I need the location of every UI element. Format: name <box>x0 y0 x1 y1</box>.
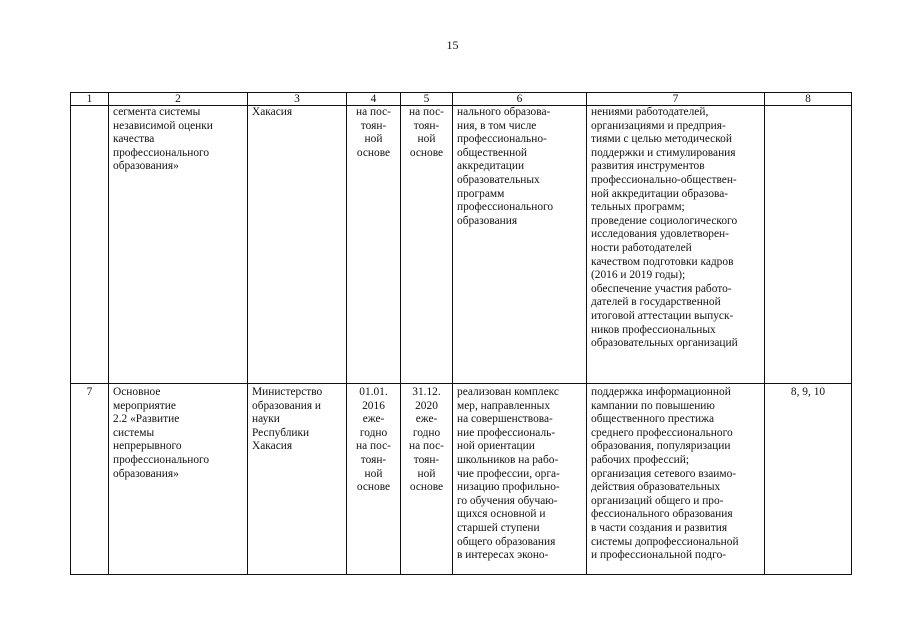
main-directions-cell <box>587 106 765 384</box>
expected-result-cell <box>453 384 587 575</box>
cell-text-line: на совершенствова- <box>457 413 553 426</box>
start-date-cell <box>347 384 401 575</box>
cell-text-line: развития инструментов <box>591 160 705 173</box>
expected-result-cell <box>453 106 587 384</box>
cell-text-line: науки <box>252 413 280 426</box>
cell-text-line: школьников на рабо- <box>457 453 559 466</box>
cell-text-line: нального образова- <box>457 106 551 118</box>
indicator-link-cell <box>765 106 852 384</box>
cell-text-line: на пос- <box>409 440 444 453</box>
cell-text-line: общественного престижа <box>591 413 715 426</box>
cell-text-line: итоговой аттестации выпуск- <box>591 309 734 322</box>
cell-text-line: системы допрофессиональной <box>591 535 739 548</box>
cell-text-line: поддержки и стимулирования <box>591 146 736 159</box>
cell-text-line: 2020 <box>415 399 438 412</box>
cell-text-line: образования» <box>113 160 179 173</box>
cell-text-line: Республики <box>252 426 310 439</box>
col-header-2: 2 <box>109 93 248 106</box>
cell-text-line: организация сетевого взаимо- <box>591 467 737 480</box>
cell-text-line: ности работодателей <box>591 241 692 254</box>
cell-text-line: общего образования <box>457 535 556 548</box>
cell-text-line: основе <box>409 481 444 494</box>
cell-text-line: 31.12. <box>412 386 441 398</box>
cell-text-line: ной <box>417 133 436 146</box>
cell-text-line: тоян- <box>360 119 387 132</box>
end-date-cell <box>401 106 453 384</box>
cell-text-line: непрерывного <box>113 440 182 453</box>
cell-text-line: профессионального <box>457 201 554 214</box>
cell-text-line: на пос- <box>356 440 391 453</box>
cell-text-line: профессионально- <box>457 133 547 146</box>
row-number-cell <box>71 106 109 384</box>
cell-text-line: сегмента системы <box>113 106 201 118</box>
cell-text-line: ников профессиональных <box>591 323 716 336</box>
cell-text-line: в интересах эконо- <box>457 549 549 562</box>
cell-text-line: основе <box>356 146 391 159</box>
cell-text-line: тельных программ; <box>591 201 685 214</box>
cell-text-line: нениями работодателей, <box>591 106 709 118</box>
cell-text-line: 01.01. <box>359 386 388 398</box>
table-row <box>71 384 852 575</box>
col-header-5: 5 <box>401 93 453 106</box>
executor-cell <box>248 106 347 384</box>
cell-text-line: среднего профессионального <box>591 426 733 439</box>
cell-text-line: на пос- <box>409 106 444 118</box>
cell-text-line: старшей ступени <box>457 521 540 534</box>
col-header-1: 1 <box>71 93 109 106</box>
cell-text-line: Министерство <box>252 386 323 398</box>
cell-text-line: мер, направленных <box>457 399 551 412</box>
cell-text-line: 8, 9, 10 <box>790 386 826 398</box>
cell-text-line: ной <box>364 467 383 480</box>
cell-text-line: качества <box>113 133 155 146</box>
cell-text-line: низацию профильно- <box>457 481 560 494</box>
cell-text-line: фессионального образования <box>591 508 733 521</box>
table-row <box>71 106 852 384</box>
start-date-cell <box>347 106 401 384</box>
cell-text-line: реализован комплекс <box>457 386 559 398</box>
page-number: 15 <box>446 38 459 52</box>
cell-text-line: 2.2 «Развитие <box>113 413 180 426</box>
cell-text-line: в части создания и развития <box>591 521 728 534</box>
cell-text-line: системы <box>113 426 155 439</box>
col-header-7: 7 <box>587 93 765 106</box>
cell-text-line: профессионального <box>113 453 210 466</box>
row-number-cell: 7 <box>71 384 109 575</box>
cell-text-line: еже- <box>415 413 438 426</box>
main-directions-cell <box>587 384 765 575</box>
col-header-4: 4 <box>347 93 401 106</box>
cell-text-line: еже- <box>362 413 385 426</box>
cell-text-line: тоян- <box>413 119 440 132</box>
header-row <box>71 93 852 106</box>
cell-text-line: поддержка информационной <box>591 386 731 398</box>
cell-text-line: ной ориентации <box>457 440 535 453</box>
cell-text-line: аккредитации <box>457 160 525 173</box>
program-table <box>70 92 852 575</box>
cell-text-line: образования <box>457 214 518 227</box>
cell-text-line: качеством подготовки кадров <box>591 255 734 268</box>
cell-text-line: образования и <box>252 399 322 412</box>
cell-text-line: дателей в государственной <box>591 296 721 309</box>
executor-cell <box>248 384 347 575</box>
end-date-cell <box>401 384 453 575</box>
cell-text-line: на пос- <box>356 106 391 118</box>
activity-name-cell <box>109 384 248 575</box>
cell-text-line: ние профессиональ- <box>457 426 556 439</box>
cell-text-line: организаций общего и про- <box>591 494 724 507</box>
cell-text-line: (2016 и 2019 годы); <box>591 269 686 282</box>
col-header-8: 8 <box>765 93 852 106</box>
cell-text-line: рабочих профессий; <box>591 453 689 466</box>
cell-text-line: обеспечение участия работо- <box>591 282 732 295</box>
cell-text-line: годно <box>359 426 388 439</box>
cell-text-line: 2016 <box>362 399 385 412</box>
cell-text-line: ной аккредитации образова- <box>591 187 729 200</box>
cell-text-line: тиями с целью методической <box>591 133 732 146</box>
cell-text-line: ной <box>417 467 436 480</box>
cell-text-line: образования» <box>113 467 179 480</box>
cell-text-line: Хакасия <box>252 440 293 453</box>
cell-text-line: основе <box>409 146 444 159</box>
cell-text-line: тоян- <box>360 453 387 466</box>
indicator-link-cell <box>765 384 852 575</box>
cell-text-line: ния, в том числе <box>457 119 537 132</box>
cell-text-line: независимой оценки <box>113 119 213 132</box>
cell-text-line: мероприятие <box>113 399 176 412</box>
cell-text-line: организациями и предприя- <box>591 119 726 132</box>
cell-text-line: профессионального <box>113 146 210 159</box>
cell-text-line: годно <box>412 426 441 439</box>
cell-text-line: Хакасия <box>252 106 293 118</box>
cell-text-line: профессионально-обществен- <box>591 173 737 186</box>
activity-name-cell <box>109 106 248 384</box>
cell-text-line: образования, популяризации <box>591 440 731 453</box>
col-header-3: 3 <box>248 93 347 106</box>
cell-text-line: действия образовательных <box>591 481 721 494</box>
cell-text-line: образовательных организаций <box>591 337 738 350</box>
col-header-6: 6 <box>453 93 587 106</box>
cell-text-line: Основное <box>113 386 161 398</box>
cell-text-line: тоян- <box>413 453 440 466</box>
cell-text-line: щихся основной и <box>457 508 546 521</box>
cell-text-line: общественной <box>457 146 527 159</box>
cell-text-line: программ <box>457 187 505 200</box>
cell-text-line: образовательных <box>457 173 540 186</box>
cell-text-line: исследования удовлетворен- <box>591 228 729 241</box>
cell-text-line: ной <box>364 133 383 146</box>
cell-text-line: го обучения обучаю- <box>457 494 558 507</box>
cell-text-line: проведение социологического <box>591 214 738 227</box>
cell-text-line: кампании по повышению <box>591 399 715 412</box>
cell-text-line: чие профессии, орга- <box>457 467 560 480</box>
cell-text-line: основе <box>356 481 391 494</box>
cell-text-line: и профессиональной подго- <box>591 549 727 562</box>
